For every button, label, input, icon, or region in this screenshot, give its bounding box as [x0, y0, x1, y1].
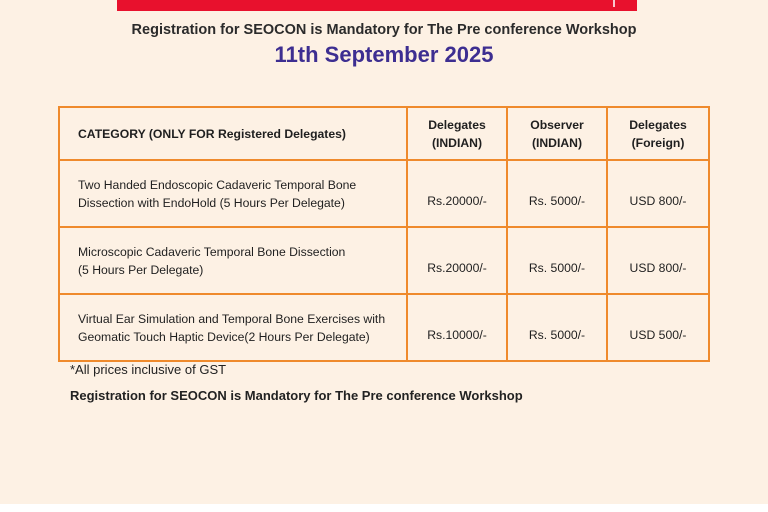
table-row — [59, 294, 709, 361]
row-delegates-indian: Rs.20000/- — [407, 227, 507, 294]
row-delegates-foreign: USD 800/- — [607, 227, 709, 294]
banner-mark — [613, 0, 615, 7]
row-delegates-indian: Rs.20000/- — [407, 160, 507, 227]
header-observer-indian: Observer (INDIAN) — [507, 107, 607, 160]
row-category: Two Handed Endoscopic Cadaveric Temporal Bone Dissection with EndoHold (5 Hours Per Delegate) — [59, 160, 407, 227]
table-row — [59, 227, 709, 294]
bottom-band — [0, 504, 768, 512]
row-delegates-indian: Rs.10000/- — [407, 294, 507, 361]
row-observer-indian: Rs. 5000/- — [507, 294, 607, 361]
header-category: CATEGORY (ONLY FOR Registered Delegates) — [59, 107, 407, 160]
header-delegates-foreign: Delegates (Foreign) — [607, 107, 709, 160]
registration-heading: Registration for SEOCON is Mandatory for The Pre conference Workshop — [131, 22, 637, 38]
row-observer-indian: Rs. 5000/- — [507, 227, 607, 294]
row-category: Microscopic Cadaveric Temporal Bone Dissection (5 Hours Per Delegate) — [59, 227, 407, 294]
row-observer-indian: Rs. 5000/- — [507, 160, 607, 227]
table-header-row — [59, 107, 709, 160]
gst-note: *All prices inclusive of GST — [70, 362, 227, 377]
row-delegates-foreign: USD 800/- — [607, 160, 709, 227]
table-row — [59, 160, 709, 227]
footer-mandatory-note: Registration for SEOCON is Mandatory for The Pre conference Workshop — [70, 388, 523, 403]
row-category: Virtual Ear Simulation and Temporal Bone Exercises with Geomatic Touch Haptic Device(2 Hours Per Delegate) — [59, 294, 407, 361]
pricing-table — [58, 106, 710, 362]
row-delegates-foreign: USD 500/- — [607, 294, 709, 361]
header-delegates-indian: Delegates (INDIAN) — [407, 107, 507, 160]
top-banner — [117, 0, 637, 11]
workshop-date: 11th September 2025 — [274, 42, 494, 67]
